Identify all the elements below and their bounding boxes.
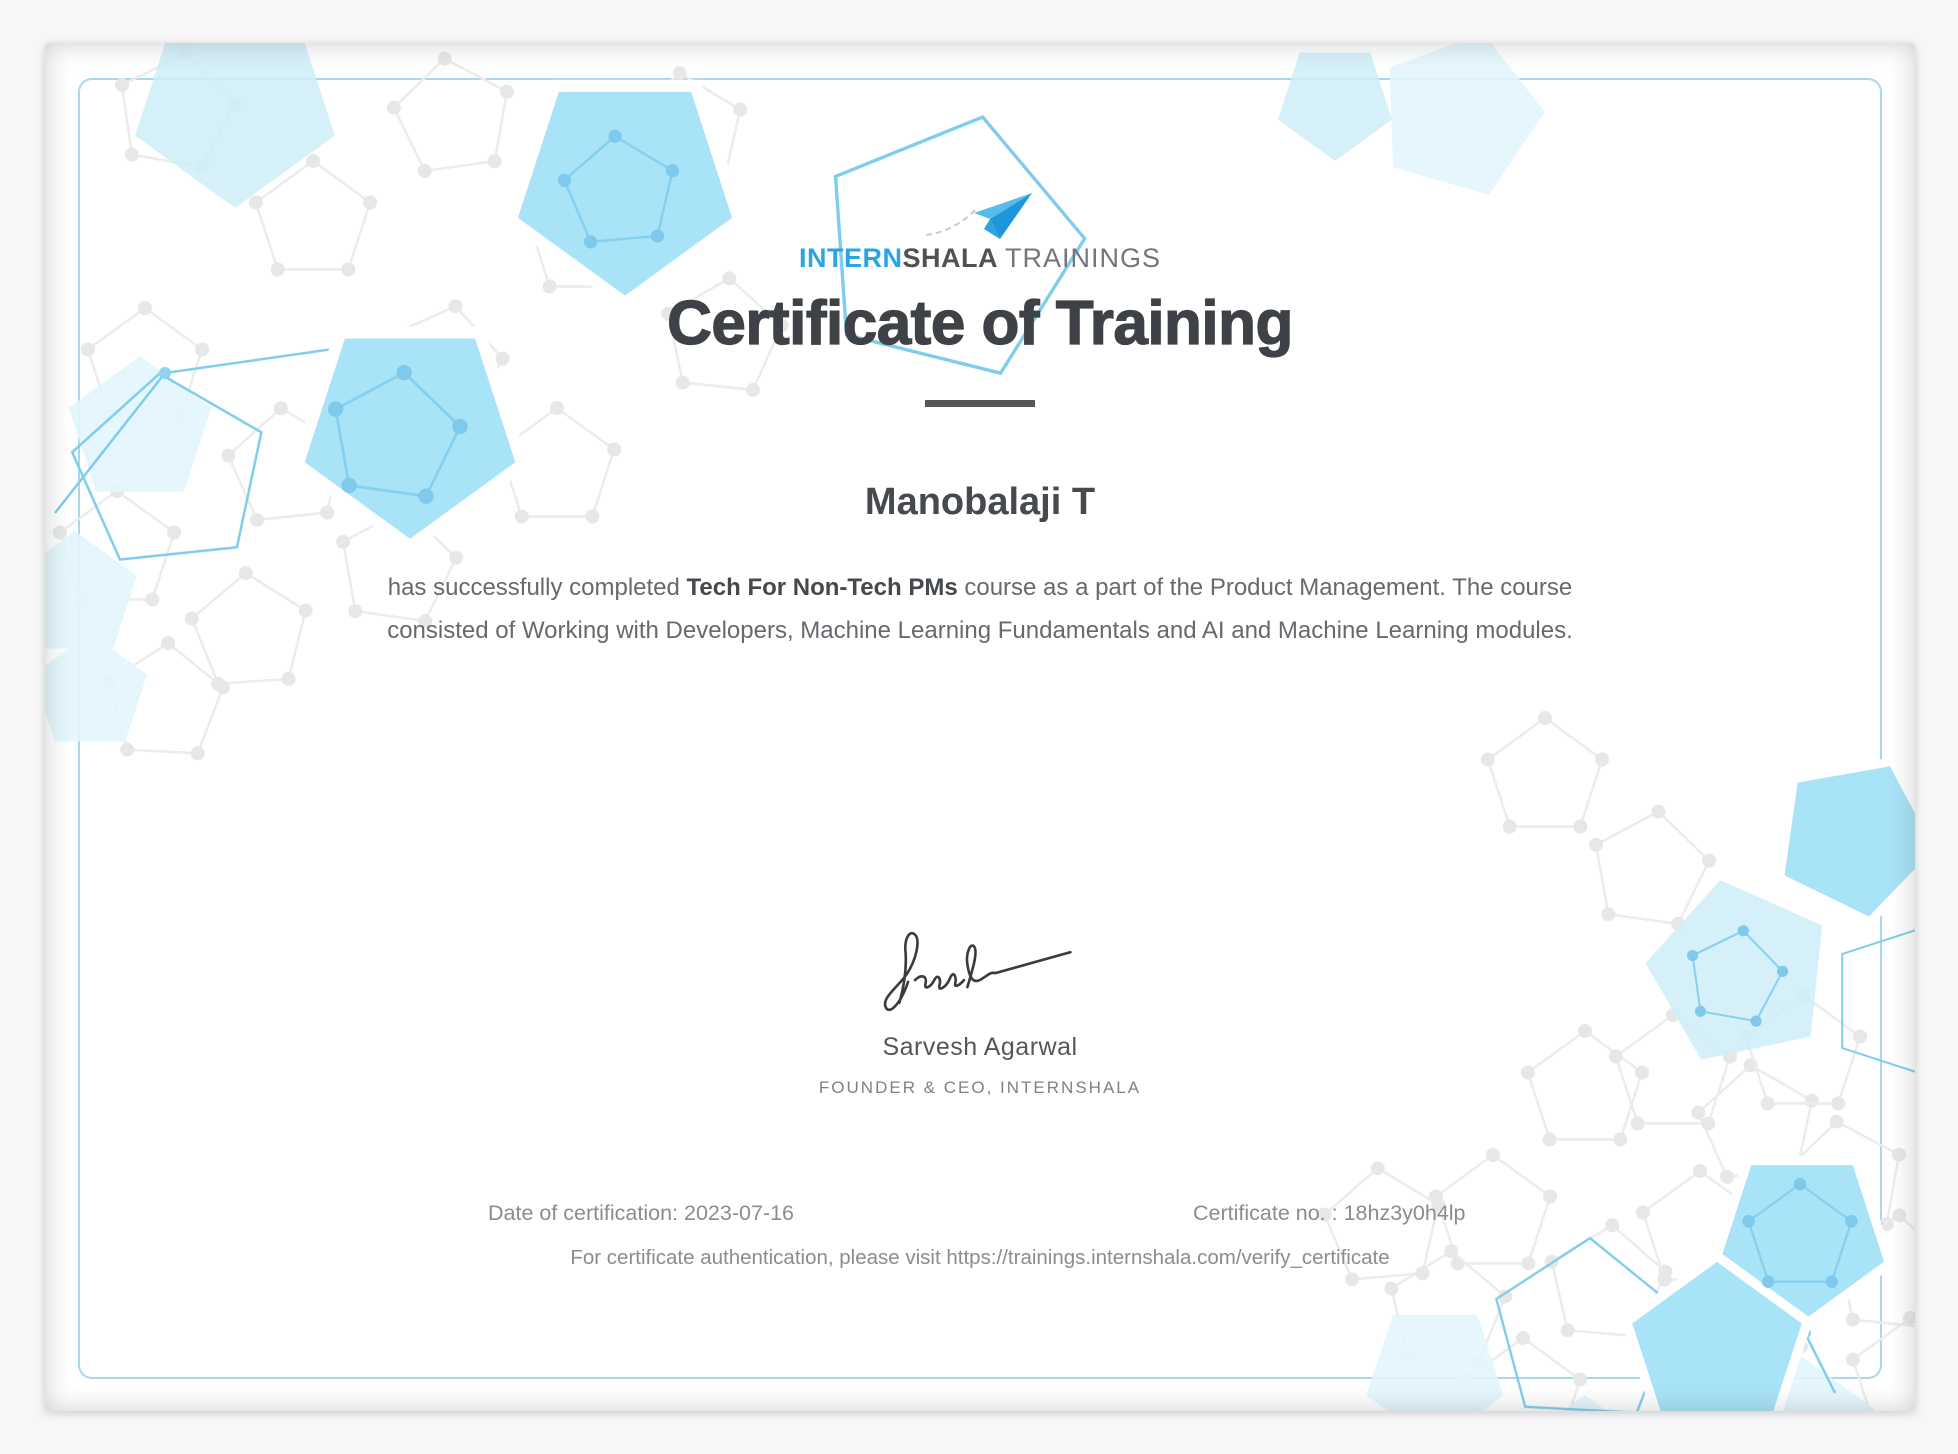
certificate-no-label: Certificate no. : bbox=[1193, 1201, 1338, 1225]
certificate-no-value: 18hz3y0h4lp bbox=[1343, 1201, 1466, 1225]
course-name: Tech For Non-Tech PMs bbox=[686, 574, 958, 601]
auth-url: https://trainings.internshala.com/verify_certificate bbox=[946, 1246, 1390, 1269]
body-line1-suffix: course as a part of the Product Management. The course bbox=[964, 574, 1573, 601]
date-label: Date of certification: bbox=[488, 1201, 679, 1225]
signatory-name: Sarvesh Agarwal bbox=[882, 1033, 1078, 1061]
auth-text: For certificate authentication, please visit bbox=[570, 1246, 941, 1269]
body-line1-prefix: has successfully completed bbox=[387, 574, 680, 601]
plane-trail bbox=[926, 207, 978, 235]
signatory-title: FOUNDER & CEO, INTERNSHALA bbox=[818, 1078, 1142, 1097]
logo-wordmark bbox=[799, 243, 1161, 274]
title-divider bbox=[925, 400, 1035, 407]
body-line2: consisted of Working with Developers, Machine Learning Fundamentals and AI and Machine Learning modules. bbox=[387, 617, 1573, 644]
recipient-name: Manobalaji T bbox=[864, 481, 1096, 523]
authentication-note bbox=[45, 1246, 1915, 1270]
date-value: 2023-07-16 bbox=[684, 1201, 794, 1225]
certificate-number bbox=[1193, 1201, 1466, 1226]
logo-intern: INTERN bbox=[798, 243, 903, 273]
signature-image bbox=[862, 926, 1092, 1022]
logo-shala: SHALA bbox=[902, 243, 997, 273]
paper-plane-icon bbox=[920, 191, 1040, 241]
certificate-paper bbox=[45, 43, 1915, 1411]
internshala-trainings-logo bbox=[45, 191, 1915, 274]
certification-date bbox=[488, 1201, 794, 1226]
logo-trainings: TRAININGS bbox=[1005, 243, 1162, 273]
certificate-body-text bbox=[45, 566, 1915, 652]
certificate-title: Certificate of Training bbox=[667, 289, 1293, 358]
